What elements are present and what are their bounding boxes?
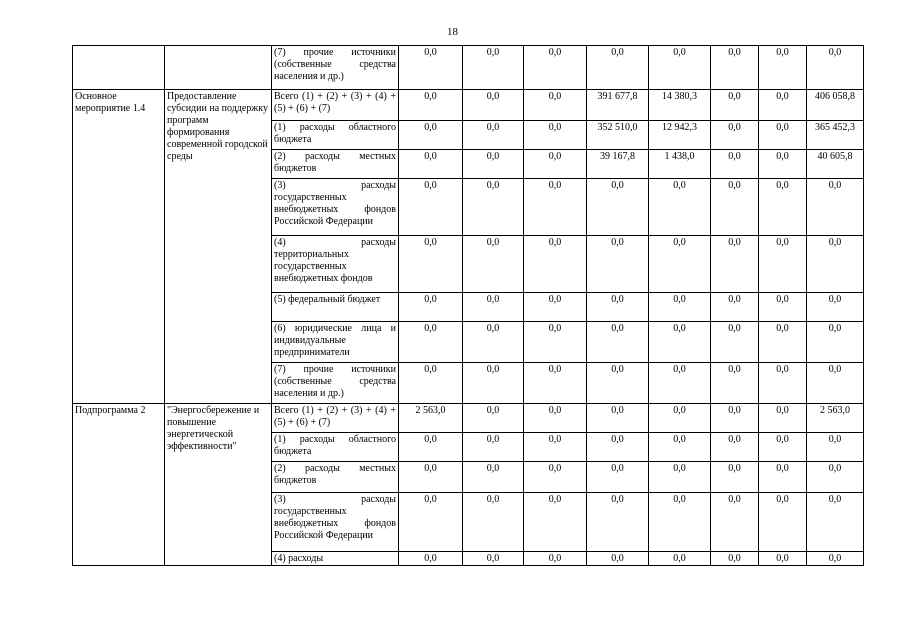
amount-cell: 0,0 bbox=[711, 462, 759, 493]
amount-cell: 0,0 bbox=[759, 493, 807, 552]
amount-cell: 0,0 bbox=[524, 462, 587, 493]
funding-source-cell: (3) расходы государственных внебюджетных фондов Российской Федерации bbox=[272, 179, 399, 236]
amount-cell: 0,0 bbox=[649, 462, 711, 493]
amount-cell: 0,0 bbox=[711, 179, 759, 236]
amount-cell: 0,0 bbox=[759, 462, 807, 493]
program-description-cell: Предоставление субсидии на поддержку программ формирования современной городской среды bbox=[165, 90, 272, 404]
funding-source-cell: (1) расходы областного бюджета bbox=[272, 433, 399, 462]
amount-cell: 0,0 bbox=[807, 236, 864, 293]
amount-cell: 352 510,0 bbox=[587, 121, 649, 150]
program-description-cell: "Энергосбережение и повышение энергетической эффективности" bbox=[165, 404, 272, 566]
amount-cell: 0,0 bbox=[587, 493, 649, 552]
amount-cell: 365 452,3 bbox=[807, 121, 864, 150]
amount-cell: 0,0 bbox=[759, 404, 807, 433]
amount-cell: 0,0 bbox=[399, 121, 463, 150]
amount-cell: 0,0 bbox=[759, 433, 807, 462]
amount-cell: 0,0 bbox=[807, 552, 864, 566]
amount-cell: 0,0 bbox=[807, 179, 864, 236]
amount-cell: 0,0 bbox=[711, 493, 759, 552]
program-name-cell bbox=[73, 46, 165, 90]
amount-cell: 0,0 bbox=[759, 179, 807, 236]
amount-cell: 0,0 bbox=[524, 404, 587, 433]
amount-cell: 0,0 bbox=[399, 462, 463, 493]
funding-source-cell: (7) прочие источники (собственные средства населения и др.) bbox=[272, 363, 399, 404]
amount-cell: 12 942,3 bbox=[649, 121, 711, 150]
amount-cell: 0,0 bbox=[399, 46, 463, 90]
amount-cell: 0,0 bbox=[524, 433, 587, 462]
amount-cell: 0,0 bbox=[524, 293, 587, 322]
amount-cell: 0,0 bbox=[759, 90, 807, 121]
amount-cell: 0,0 bbox=[807, 363, 864, 404]
amount-cell: 0,0 bbox=[711, 404, 759, 433]
amount-cell: 0,0 bbox=[524, 552, 587, 566]
program-name-cell: Основное мероприятие 1.4 bbox=[73, 90, 165, 404]
amount-cell: 0,0 bbox=[759, 46, 807, 90]
amount-cell: 0,0 bbox=[524, 322, 587, 363]
funding-source-cell: (3) расходы государственных внебюджетных фондов Российской Федерации bbox=[272, 493, 399, 552]
funding-source-cell: Всего (1) + (2) + (3) + (4) + (5) + (6) + (7) bbox=[272, 90, 399, 121]
amount-cell: 1 438,0 bbox=[649, 150, 711, 179]
amount-cell: 0,0 bbox=[399, 322, 463, 363]
amount-cell: 0,0 bbox=[463, 493, 524, 552]
amount-cell: 0,0 bbox=[587, 293, 649, 322]
amount-cell: 0,0 bbox=[649, 363, 711, 404]
amount-cell: 0,0 bbox=[587, 433, 649, 462]
amount-cell: 0,0 bbox=[649, 236, 711, 293]
amount-cell: 0,0 bbox=[759, 293, 807, 322]
amount-cell: 0,0 bbox=[587, 179, 649, 236]
amount-cell: 0,0 bbox=[587, 552, 649, 566]
amount-cell: 0,0 bbox=[524, 150, 587, 179]
funding-source-cell: (1) расходы областного бюджета bbox=[272, 121, 399, 150]
amount-cell: 0,0 bbox=[463, 404, 524, 433]
amount-cell: 0,0 bbox=[463, 121, 524, 150]
amount-cell: 406 058,8 bbox=[807, 90, 864, 121]
funding-source-cell: (4) расходы территориальных государственных внебюджетных фондов bbox=[272, 236, 399, 293]
amount-cell: 0,0 bbox=[524, 493, 587, 552]
amount-cell: 0,0 bbox=[759, 363, 807, 404]
funding-source-cell: (7) прочие источники (собственные средства населения и др.) bbox=[272, 46, 399, 90]
amount-cell: 0,0 bbox=[399, 236, 463, 293]
amount-cell: 0,0 bbox=[711, 90, 759, 121]
amount-cell: 2 563,0 bbox=[807, 404, 864, 433]
amount-cell: 0,0 bbox=[711, 363, 759, 404]
amount-cell: 0,0 bbox=[711, 322, 759, 363]
funding-source-cell: Всего (1) + (2) + (3) + (4) + (5) + (6) + (7) bbox=[272, 404, 399, 433]
amount-cell: 0,0 bbox=[463, 462, 524, 493]
amount-cell: 0,0 bbox=[649, 179, 711, 236]
amount-cell: 0,0 bbox=[649, 552, 711, 566]
amount-cell: 0,0 bbox=[807, 322, 864, 363]
amount-cell: 0,0 bbox=[759, 121, 807, 150]
amount-cell: 2 563,0 bbox=[399, 404, 463, 433]
amount-cell: 0,0 bbox=[399, 363, 463, 404]
table-row bbox=[73, 404, 864, 433]
amount-cell: 0,0 bbox=[399, 179, 463, 236]
amount-cell: 0,0 bbox=[711, 293, 759, 322]
amount-cell: 0,0 bbox=[463, 150, 524, 179]
amount-cell: 0,0 bbox=[711, 236, 759, 293]
amount-cell: 0,0 bbox=[463, 179, 524, 236]
amount-cell: 0,0 bbox=[399, 150, 463, 179]
funding-source-cell: (6) юридические лица и индивидуальные предприниматели bbox=[272, 322, 399, 363]
amount-cell: 0,0 bbox=[759, 150, 807, 179]
amount-cell: 0,0 bbox=[759, 322, 807, 363]
amount-cell: 0,0 bbox=[807, 493, 864, 552]
amount-cell: 0,0 bbox=[587, 322, 649, 363]
page-number: 18 bbox=[447, 26, 458, 38]
amount-cell: 0,0 bbox=[649, 46, 711, 90]
amount-cell: 0,0 bbox=[649, 433, 711, 462]
amount-cell: 0,0 bbox=[399, 552, 463, 566]
amount-cell: 0,0 bbox=[463, 433, 524, 462]
amount-cell: 391 677,8 bbox=[587, 90, 649, 121]
amount-cell: 0,0 bbox=[711, 46, 759, 90]
amount-cell: 0,0 bbox=[711, 150, 759, 179]
budget-table bbox=[72, 45, 864, 566]
amount-cell: 40 605,8 bbox=[807, 150, 864, 179]
amount-cell: 0,0 bbox=[587, 236, 649, 293]
amount-cell: 0,0 bbox=[711, 552, 759, 566]
amount-cell: 0,0 bbox=[649, 322, 711, 363]
amount-cell: 0,0 bbox=[399, 493, 463, 552]
amount-cell: 0,0 bbox=[759, 552, 807, 566]
amount-cell: 0,0 bbox=[463, 293, 524, 322]
amount-cell: 0,0 bbox=[524, 363, 587, 404]
program-name-cell: Подпрограмма 2 bbox=[73, 404, 165, 566]
amount-cell: 14 380,3 bbox=[649, 90, 711, 121]
funding-source-cell: (4) расходы bbox=[272, 552, 399, 566]
amount-cell: 0,0 bbox=[463, 322, 524, 363]
amount-cell: 0,0 bbox=[807, 433, 864, 462]
amount-cell: 0,0 bbox=[463, 552, 524, 566]
amount-cell: 0,0 bbox=[463, 46, 524, 90]
funding-source-cell: (5) федеральный бюджет bbox=[272, 293, 399, 322]
table-row bbox=[73, 90, 864, 121]
table-row bbox=[73, 46, 864, 90]
funding-source-cell: (2) расходы местных бюджетов bbox=[272, 462, 399, 493]
amount-cell: 0,0 bbox=[463, 363, 524, 404]
amount-cell: 0,0 bbox=[399, 433, 463, 462]
amount-cell: 0,0 bbox=[587, 363, 649, 404]
amount-cell: 0,0 bbox=[587, 404, 649, 433]
amount-cell: 0,0 bbox=[807, 462, 864, 493]
amount-cell: 0,0 bbox=[524, 46, 587, 90]
amount-cell: 0,0 bbox=[463, 90, 524, 121]
amount-cell: 0,0 bbox=[649, 404, 711, 433]
amount-cell: 0,0 bbox=[807, 293, 864, 322]
amount-cell: 0,0 bbox=[399, 90, 463, 121]
amount-cell: 39 167,8 bbox=[587, 150, 649, 179]
amount-cell: 0,0 bbox=[399, 293, 463, 322]
amount-cell: 0,0 bbox=[711, 121, 759, 150]
amount-cell: 0,0 bbox=[649, 293, 711, 322]
amount-cell: 0,0 bbox=[649, 493, 711, 552]
funding-source-cell: (2) расходы местных бюджетов bbox=[272, 150, 399, 179]
amount-cell: 0,0 bbox=[587, 462, 649, 493]
amount-cell: 0,0 bbox=[463, 236, 524, 293]
amount-cell: 0,0 bbox=[524, 236, 587, 293]
amount-cell: 0,0 bbox=[759, 236, 807, 293]
program-description-cell bbox=[165, 46, 272, 90]
amount-cell: 0,0 bbox=[524, 121, 587, 150]
amount-cell: 0,0 bbox=[524, 90, 587, 121]
amount-cell: 0,0 bbox=[524, 179, 587, 236]
amount-cell: 0,0 bbox=[807, 46, 864, 90]
amount-cell: 0,0 bbox=[587, 46, 649, 90]
amount-cell: 0,0 bbox=[711, 433, 759, 462]
